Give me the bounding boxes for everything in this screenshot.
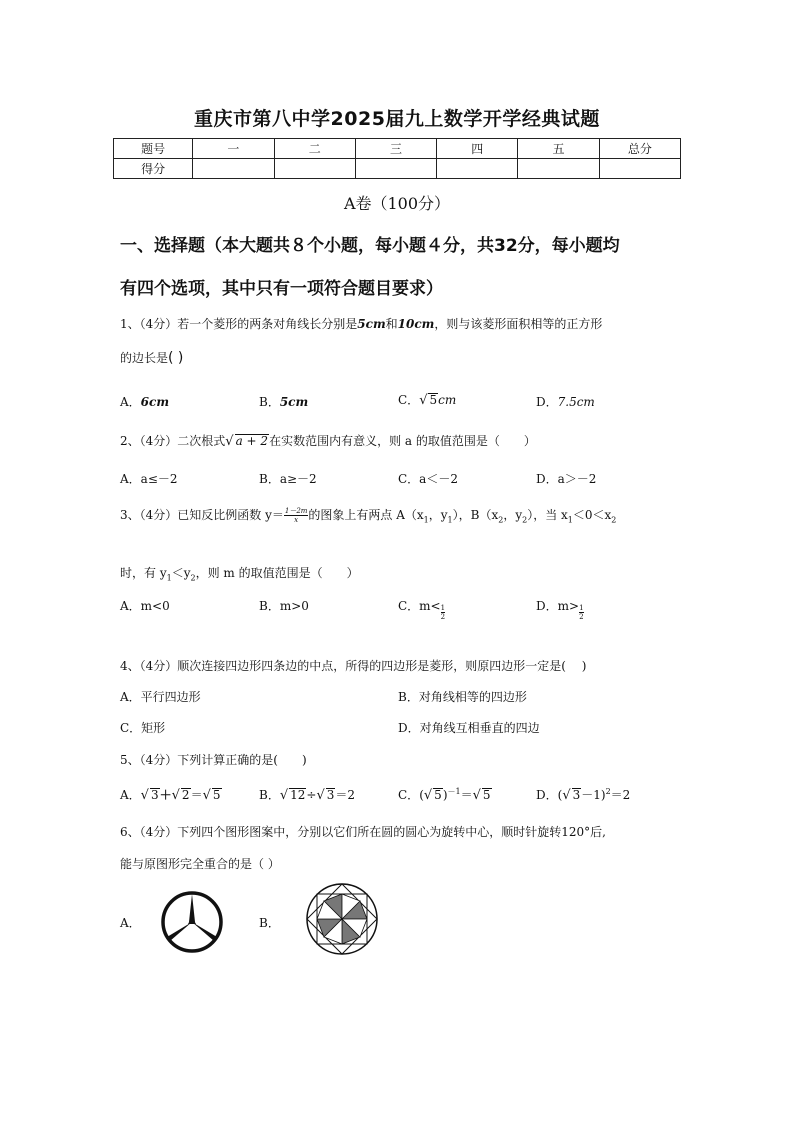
page-title: 重庆市第八中学2025届九上数学开学经典试题 [194,108,600,130]
q3-text: ，y [503,508,523,522]
radicand: 5 [434,788,442,802]
section-a-heading: A卷（100分） [343,194,451,213]
question-6-line2: 能与原图形完全重合的是（ ） [120,857,280,871]
option-label: C．m< [398,599,441,613]
table-cell: 五 [518,139,599,159]
exponent: －1 [447,787,461,796]
radicand: 5 [429,393,438,407]
fraction-denominator: 2 [579,613,584,621]
radicand: 5 [482,788,491,802]
question-3-line1 [120,506,616,524]
q3-text: 3、（4分）已知反比例函数 y＝ [120,508,284,522]
score-cell[interactable] [599,159,680,179]
option-label: B． [259,788,280,802]
q3-text: ），B（x [452,508,499,522]
q2-option-c[interactable]: C．a＜－2 [398,472,458,486]
operator: ÷ [306,788,317,802]
q2-option-b[interactable]: B．a≥－2 [259,472,317,486]
option-value: 5cm [279,395,309,409]
q3-text: ），当 x [527,508,568,522]
q4-option-d[interactable]: D．对角线互相垂直的四边 [398,721,540,735]
q2-option-a[interactable]: A．a≤－2 [120,472,178,486]
fraction-denominator: x [294,516,299,524]
q3-option-d[interactable] [536,597,584,621]
table-cell: 一 [193,139,274,159]
radicand: 3 [572,788,581,802]
score-table [113,138,681,179]
q1-option-d[interactable] [536,393,595,410]
option-label: D． [536,788,558,802]
star-arm [192,922,217,941]
subscript: 1 [166,573,172,583]
score-cell[interactable] [274,159,355,179]
table-cell: 四 [437,139,518,159]
q3-text: ＜y [171,566,191,580]
q1-text: ，则与该菱形面积相等的正方形 [434,317,603,331]
q1-option-a[interactable] [120,393,169,410]
table-cell: 总分 [599,139,680,159]
part1-heading-line2: 有四个选项，其中只有一项符合题目要求） [120,279,443,299]
q1-text: 1、（4分）若一个菱形的两条对角线长分别是 [120,317,358,331]
paren: ( [557,788,563,802]
option-label: D． [536,395,558,409]
score-table-header-row [114,139,681,159]
q1-option-c[interactable]: C．√ 5cm [398,393,457,408]
score-cell[interactable] [518,159,599,179]
radicand: a + 2 [235,434,269,448]
q1-text: 的边长是 [120,351,169,365]
q4-option-c[interactable]: C．矩形 [120,721,166,735]
table-cell: 二 [274,139,355,159]
fraction [579,604,583,621]
mercedes-star-figure[interactable] [158,889,226,955]
option-label: B． [259,395,280,409]
score-cell[interactable] [193,159,274,179]
radicand: 2 [181,788,190,802]
q3-text: ，则 m 的取值范围是（ ） [195,566,359,580]
q1-option-b[interactable] [259,393,308,410]
q5-option-d[interactable]: D．(√ 3－1)$^2$＝2 [536,787,631,803]
q4-option-a[interactable]: A．平行四边形 [120,690,201,704]
subscript: 2 [522,515,528,525]
score-table-row [114,159,681,179]
table-cell: 三 [355,139,436,159]
radicand: 5 [212,788,221,802]
option-label: C． [398,788,420,802]
fraction-denominator: 2 [440,613,446,621]
q6-option-b-label[interactable]: B． [259,916,280,930]
subscript: 1 [447,515,453,525]
q5-option-b[interactable]: B．√ 12÷√ 3＝2 [259,788,356,803]
fraction [441,604,445,621]
question-1-line2 [120,349,183,366]
option-unit: cm [438,393,457,407]
q1-value1: 5cm [357,317,386,331]
table-cell: 题号 [114,139,193,159]
operator: ＝2 [610,788,631,802]
operator: ＝2 [335,788,356,802]
subscript: 2 [190,573,196,583]
star-arm [167,922,192,941]
option-label: D．m> [536,599,580,613]
radicand: 3 [150,788,159,802]
operator: ＝ [460,788,473,802]
fraction-numerator: 1 [579,604,584,612]
q3-text: 时，有 y [120,566,167,580]
question-2: 2、（4分）二次根式√ a + 2在实数范围内有意义，则 a 的取值范围是（ ） [120,434,536,449]
radicand: 3 [326,788,335,802]
q3-text: ＜0＜x [572,508,612,522]
q4-option-b[interactable]: B．对角线相等的四边形 [398,690,527,704]
q2-text: 在实数范围内有意义，则 a 的取值范围是（ ） [269,434,536,448]
q1-value2: 10cm [397,317,435,331]
part1-heading-line1: 一、选择题（本大题共８个小题，每小题４分，共32分，每小题均 [120,236,620,256]
exponent: 2 [605,787,611,796]
subscript: 1 [423,515,429,525]
option-label: A． [120,395,141,409]
score-cell[interactable] [437,159,518,179]
operator: －1) [581,788,606,802]
question-5: 5、（4分）下列计算正确的是( ) [120,753,307,767]
question-3-line2 [120,564,359,582]
q3-option-a[interactable]: A．m<0 [120,599,170,613]
option-value: 7.5cm [557,395,595,409]
operator: ＋ [159,788,172,802]
q1-text: 和 [385,317,398,331]
radicand: 12 [290,788,306,802]
option-label: A． [120,788,141,802]
q5-option-a[interactable]: A．√ 3＋√ 2＝√ 5 [120,788,221,803]
fraction-numerator: 1－2m [284,507,308,515]
question-4: 4、（4分）顺次连接四边形四条边的中点，所得的四边形是菱形，则原四边形一定是( ) [120,659,587,673]
question-6-line1: 6、（4分）下列四个图形图案中，分别以它们所在圆的圆心为旋转中心，顺时针旋转120°后, [120,825,606,839]
option-label: C． [398,393,420,407]
pinwheel-figure[interactable] [304,881,380,957]
subscript: 1 [567,515,573,525]
fraction-numerator: 1 [440,604,446,612]
q3-text: ，y [428,508,448,522]
option-value: 6cm [140,395,170,409]
subscript: 2 [498,515,504,525]
subscript: 2 [611,515,617,525]
q5-option-c[interactable]: C．(√ 5)$^{-1}$＝√ 5 [398,787,491,803]
q3-option-c[interactable] [398,597,445,621]
q6-option-a-label[interactable]: A． [120,916,141,930]
q2-option-d[interactable]: D．a＞－2 [536,472,597,486]
q1-paren: ( ) [168,350,184,366]
paren: ) [442,788,448,802]
q3-text: 的图象上有两点 A（x [308,508,424,522]
fraction [284,507,309,524]
table-cell: 得分 [114,159,193,179]
score-cell[interactable] [355,159,436,179]
question-1-line1 [120,315,602,332]
q3-option-b[interactable]: B．m>0 [259,599,309,613]
q2-text: 2、（4分）二次根式 [120,434,226,448]
paren: ( [419,788,424,802]
operator: ＝ [190,788,203,802]
